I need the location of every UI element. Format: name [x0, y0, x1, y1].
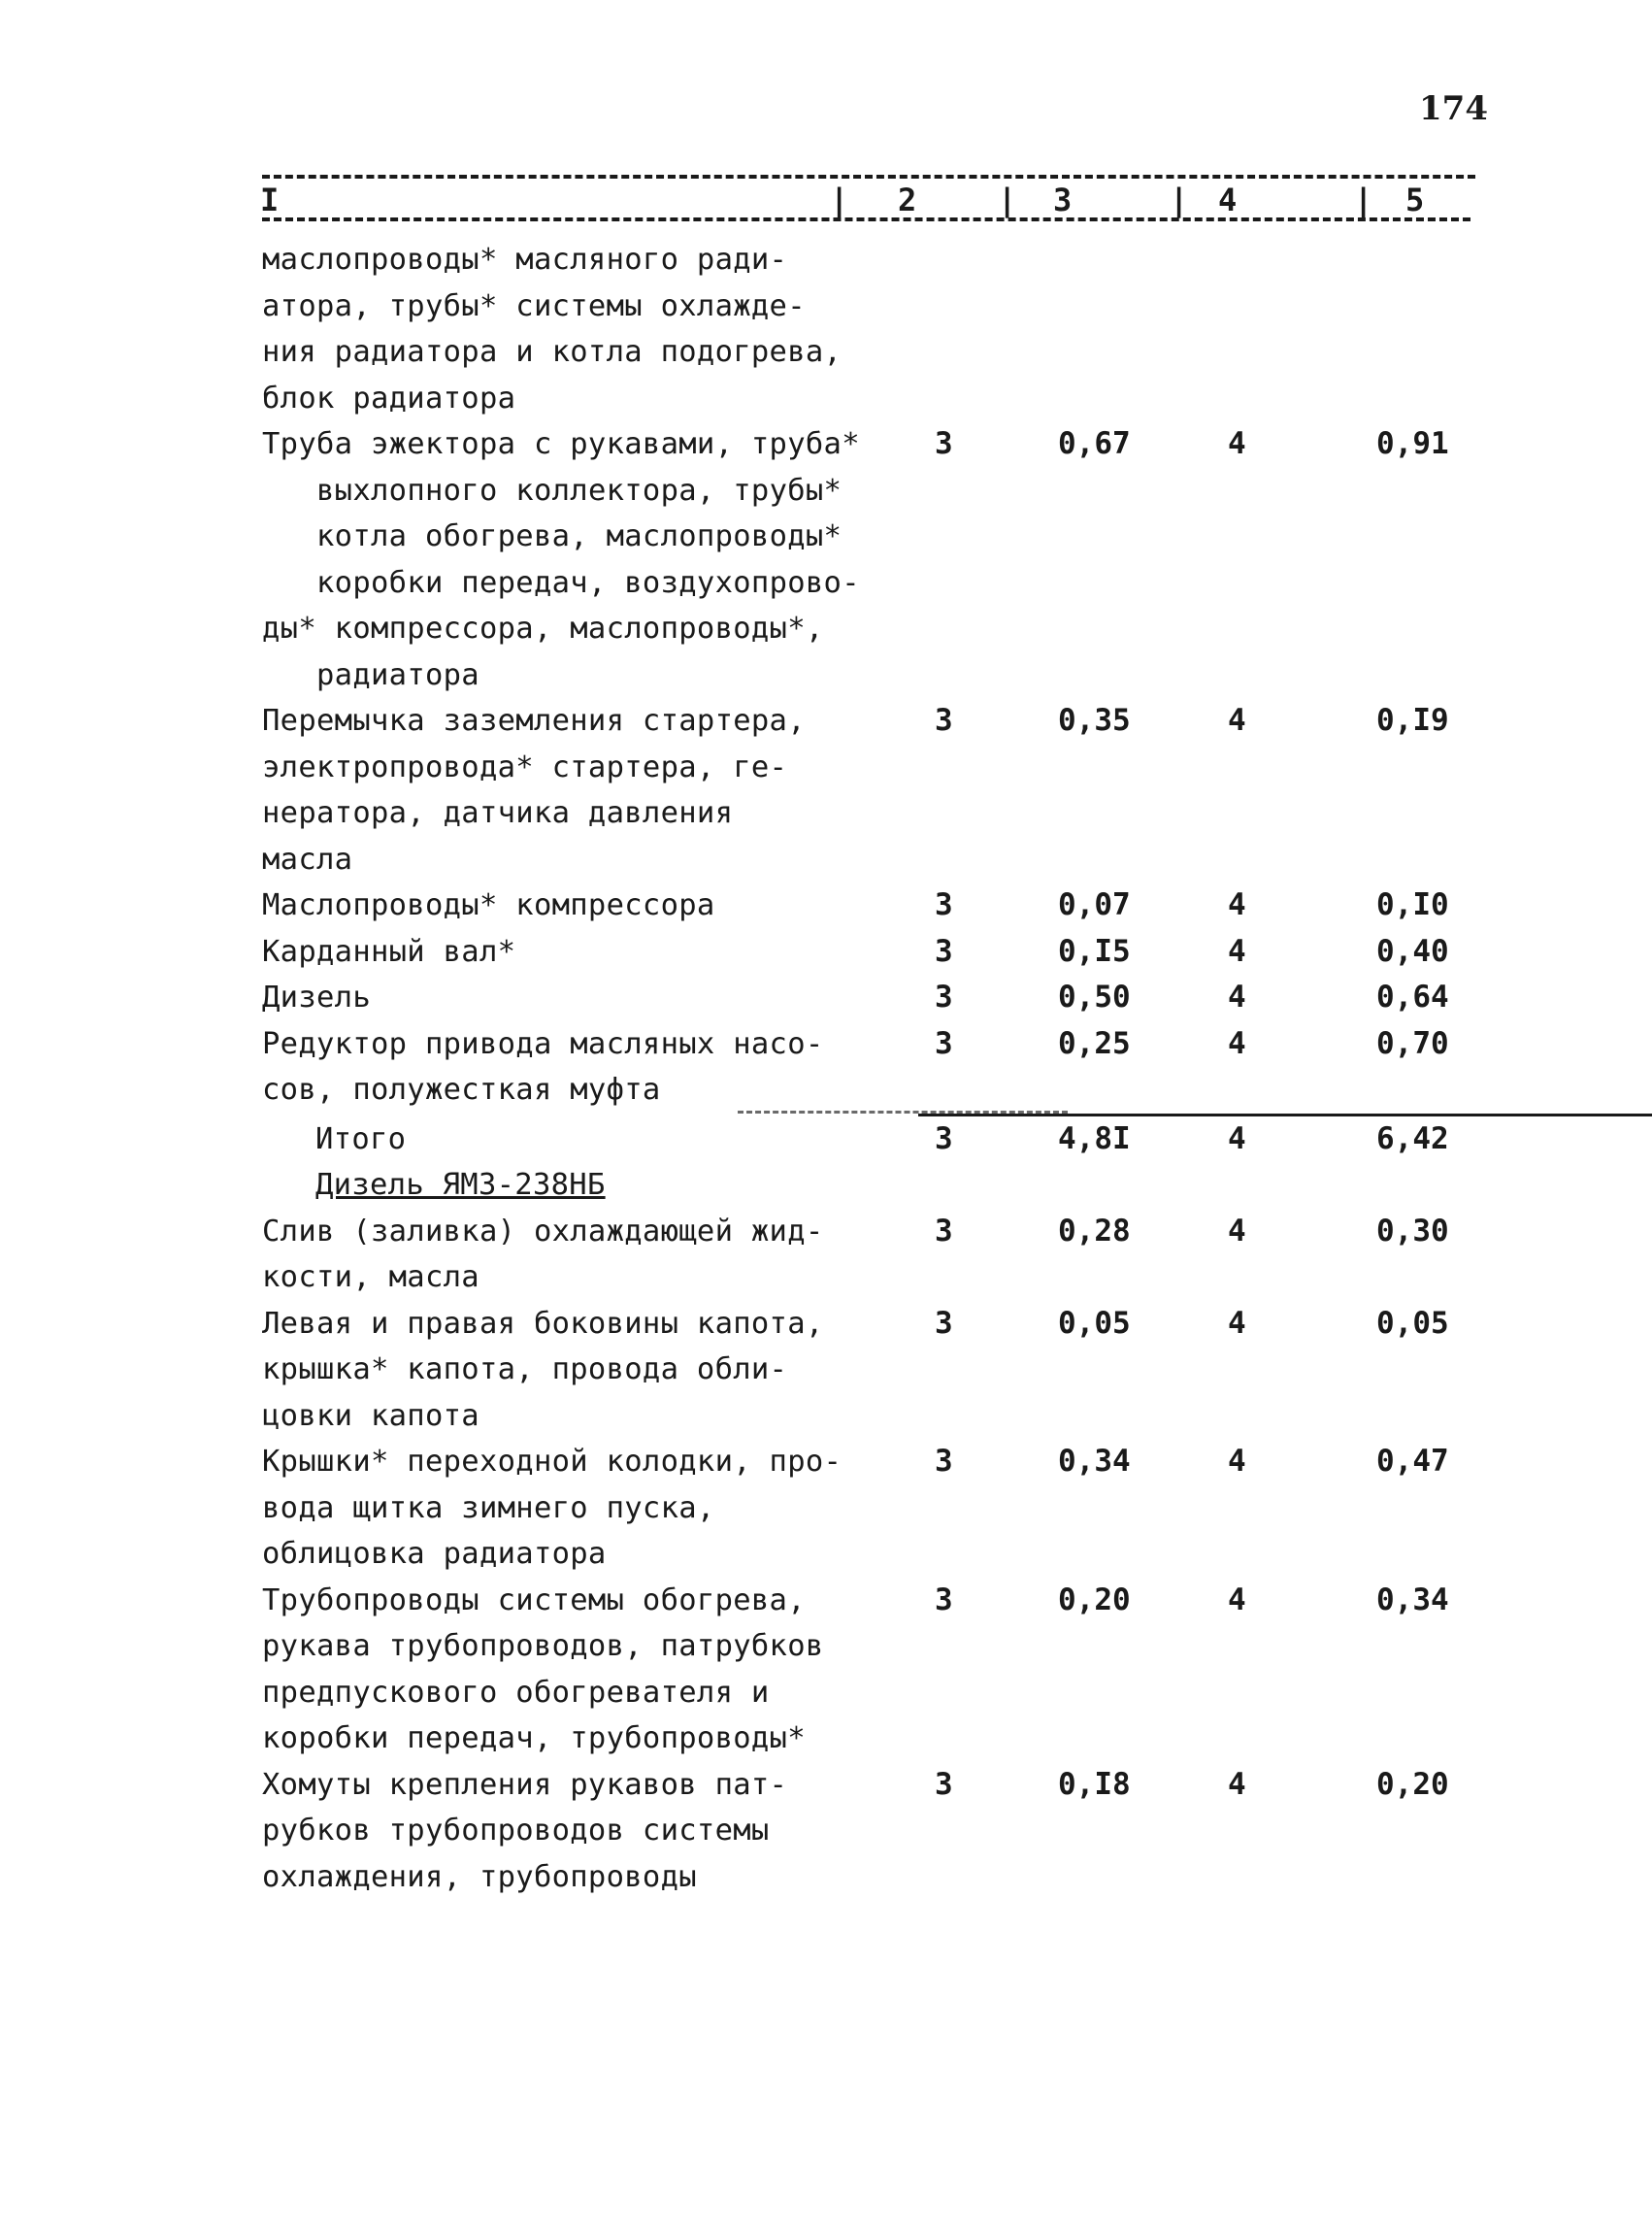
- header-col4: 4: [1218, 182, 1238, 218]
- cell-col3: 0,20: [1058, 1582, 1131, 1617]
- row-description: маслопроводы* масляного ради- атора, трубы* системы охлажде- ния радиатора и котла подогрева, блок радиатора: [262, 243, 843, 416]
- row-description: Редуктор привода масляных насо- сов, полужесткая муфта: [262, 1026, 824, 1107]
- total-rule: [918, 1114, 1652, 1116]
- cell-col5: 0,91: [1376, 426, 1449, 461]
- cell-col5: 0,I0: [1376, 887, 1449, 922]
- cell-col5: 0,64: [1376, 980, 1449, 1015]
- cell-col4: 4: [1228, 703, 1246, 738]
- cell-col2: 3: [935, 1305, 953, 1341]
- cell-col3: 0,I5: [1058, 933, 1131, 969]
- cell-col5: 0,70: [1376, 1025, 1449, 1061]
- total-row: [262, 1116, 1514, 1163]
- row-description: Карданный вал*: [262, 934, 516, 969]
- row-description: Трубопроводы системы обогрева, рукава трубопроводов, патрубков предпускового обогревателя и коробки передач, трубопроводы*: [262, 1582, 824, 1755]
- section-title: Дизель ЯМЗ-238НБ: [315, 1168, 606, 1202]
- cell-col2: 3: [935, 703, 953, 738]
- cell-col2: 3: [935, 1582, 953, 1617]
- row-description: Перемычка заземления стартера, электропровода* стартера, ге- нератора, датчика давления масла: [262, 704, 806, 877]
- table-row: [262, 1762, 1514, 1901]
- cell-col2: 3: [935, 1025, 953, 1061]
- table-row: [262, 1578, 1514, 1762]
- row-description: Слив (заливка) охлаждающей жид- кости, масла: [262, 1214, 824, 1294]
- cell-col2: 3: [935, 426, 953, 461]
- cell-col4: 4: [1228, 1213, 1246, 1249]
- cell-col4: 4: [1228, 980, 1246, 1015]
- row-description: Дизель: [262, 981, 371, 1015]
- cell-col5: 0,34: [1376, 1582, 1449, 1617]
- total-col2: 3: [935, 1120, 953, 1156]
- table-row: [262, 1439, 1514, 1578]
- cell-col3: 0,I8: [1058, 1766, 1131, 1802]
- header-col3: 3: [1053, 182, 1073, 218]
- row-description: Труба эжектора с рукавами, труба* выхлопного коллектора, трубы* котла обогрева, маслопроводы* коробки передач, воздухопрово- ды* компрессора, маслопроводы*, радиатора: [262, 427, 860, 692]
- cell-col3: 0,67: [1058, 426, 1131, 461]
- cell-col5: 0,40: [1376, 933, 1449, 969]
- cell-col2: 3: [935, 1213, 953, 1249]
- header-sep-2: |: [998, 182, 1017, 218]
- cell-col4: 4: [1228, 933, 1246, 969]
- cell-col3: 0,35: [1058, 703, 1131, 738]
- table-body: [262, 237, 1514, 1900]
- table-row: [262, 1301, 1514, 1440]
- cell-col3: 0,34: [1058, 1444, 1131, 1479]
- table-row: [262, 882, 1514, 929]
- header-col5: 5: [1405, 182, 1425, 218]
- table-row: [262, 421, 1514, 698]
- cell-col4: 4: [1228, 1025, 1246, 1061]
- total-col4: 4: [1228, 1120, 1246, 1156]
- section-title-row: [262, 1162, 1514, 1209]
- header-sep-1: |: [830, 182, 849, 218]
- cell-col3: 0,07: [1058, 887, 1131, 922]
- row-description: Маслопроводы* компрессора: [262, 888, 715, 922]
- cell-col4: 4: [1228, 1444, 1246, 1479]
- cell-col3: 0,05: [1058, 1305, 1131, 1341]
- total-col3: 4,8I: [1058, 1120, 1131, 1156]
- cell-col5: 0,05: [1376, 1305, 1449, 1341]
- cell-col3: 0,28: [1058, 1213, 1131, 1249]
- header-col1: I: [260, 182, 280, 218]
- cell-col2: 3: [935, 1766, 953, 1802]
- table-row: [262, 237, 1514, 421]
- table-row: [262, 975, 1514, 1021]
- row-description: Хомуты крепления рукавов пат- рубков трубопроводов системы охлаждения, трубопроводы: [262, 1767, 788, 1894]
- cell-col5: 0,30: [1376, 1213, 1449, 1249]
- total-label: Итого: [315, 1121, 407, 1156]
- header-sep-3: |: [1170, 182, 1189, 218]
- cell-col3: 0,25: [1058, 1025, 1131, 1061]
- header-sep-4: |: [1354, 182, 1373, 218]
- cell-col4: 4: [1228, 1305, 1246, 1341]
- header-col2: 2: [898, 182, 917, 218]
- cell-col2: 3: [935, 980, 953, 1015]
- cell-col2: 3: [935, 887, 953, 922]
- cell-col2: 3: [935, 1444, 953, 1479]
- cell-col5: 0,I9: [1376, 703, 1449, 738]
- table-row: [262, 1209, 1514, 1301]
- header-rule-bottom: [262, 217, 1470, 221]
- cell-col4: 4: [1228, 426, 1246, 461]
- cell-col4: 4: [1228, 887, 1246, 922]
- table-row: [262, 1021, 1514, 1114]
- row-description: Крышки* переходной колодки, про- вода щитка зимнего пуска, облицовка радиатора: [262, 1445, 843, 1571]
- row-description: Левая и правая боковины капота, крышка* капота, провода обли- цовки капота: [262, 1306, 824, 1433]
- cell-col2: 3: [935, 933, 953, 969]
- cell-col4: 4: [1228, 1582, 1246, 1617]
- cell-col3: 0,50: [1058, 980, 1131, 1015]
- table-row: [262, 929, 1514, 976]
- header-rule-top: [262, 175, 1475, 179]
- total-col5: 6,42: [1376, 1120, 1449, 1156]
- cell-col4: 4: [1228, 1766, 1246, 1802]
- table-row: [262, 698, 1514, 882]
- page-number: 174: [1419, 89, 1488, 128]
- cell-col5: 0,20: [1376, 1766, 1449, 1802]
- cell-col5: 0,47: [1376, 1444, 1449, 1479]
